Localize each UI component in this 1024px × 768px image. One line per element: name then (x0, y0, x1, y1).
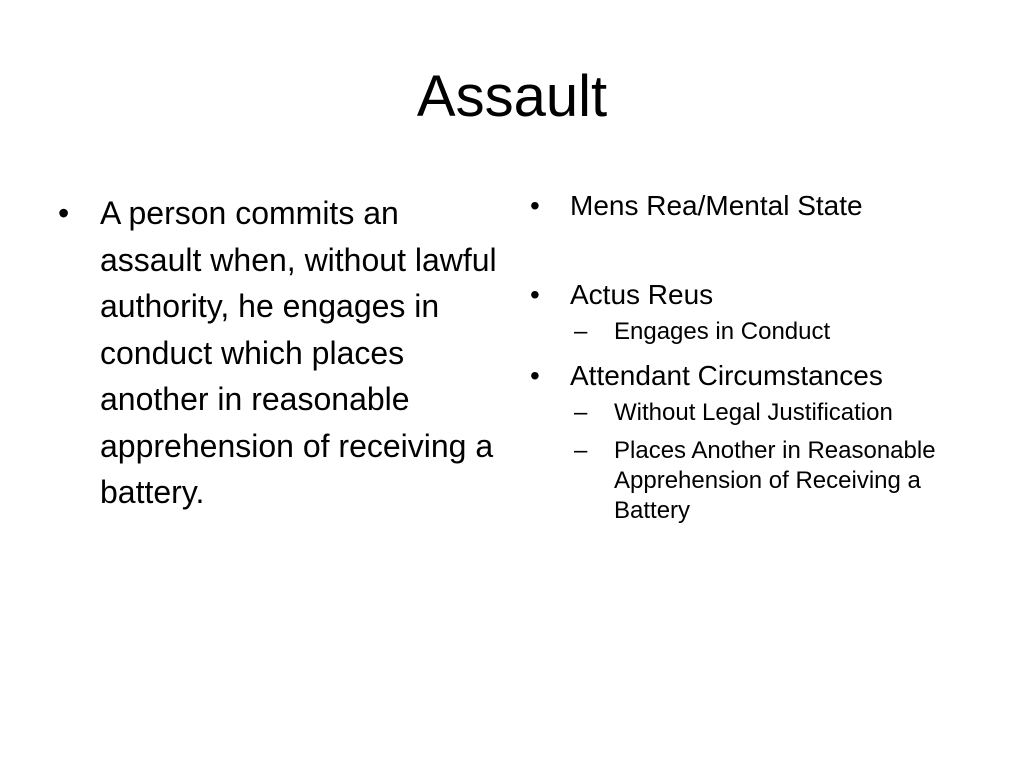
dash-icon: – (574, 318, 588, 345)
slide-title: Assault (416, 64, 608, 129)
bullet-dot-icon: • (530, 190, 540, 221)
right-column (530, 186, 970, 526)
element-item-actus-reus (530, 275, 970, 315)
sub-item-label: Without Legal Justification (614, 399, 893, 426)
sub-item-without-legal-justification (574, 398, 970, 428)
element-item-attendant-circumstances (530, 356, 970, 396)
sub-item-engages-in-conduct (574, 317, 970, 347)
dash-icon: – (574, 399, 588, 426)
element-label: Attendant Circumstances (570, 360, 883, 391)
left-column (58, 190, 498, 516)
definition-list (58, 190, 498, 516)
element-label: Actus Reus (570, 279, 714, 310)
element-item-mens-rea (530, 186, 970, 226)
element-label: Mens Rea/Mental State (570, 190, 863, 221)
dash-icon: – (574, 437, 588, 464)
sub-item-label: Places Another in Reasonable Apprehension of Receiving a Battery (614, 437, 936, 524)
sub-item-label: Engages in Conduct (614, 318, 831, 345)
elements-list-continued (530, 356, 970, 396)
bullet-dot-icon: • (58, 195, 70, 231)
definition-bullet (58, 190, 498, 516)
definition-text: A person commits an assault when, without lawful authority, he engages in conduct which places another in reasonable apprehension of receiving a battery. (100, 195, 497, 510)
elements-list (530, 186, 970, 315)
actus-reus-sublist (574, 317, 970, 347)
sub-item-places-another (574, 436, 970, 526)
bullet-dot-icon: • (530, 360, 540, 391)
bullet-dot-icon: • (530, 279, 540, 310)
attendant-circumstances-sublist (574, 398, 970, 526)
